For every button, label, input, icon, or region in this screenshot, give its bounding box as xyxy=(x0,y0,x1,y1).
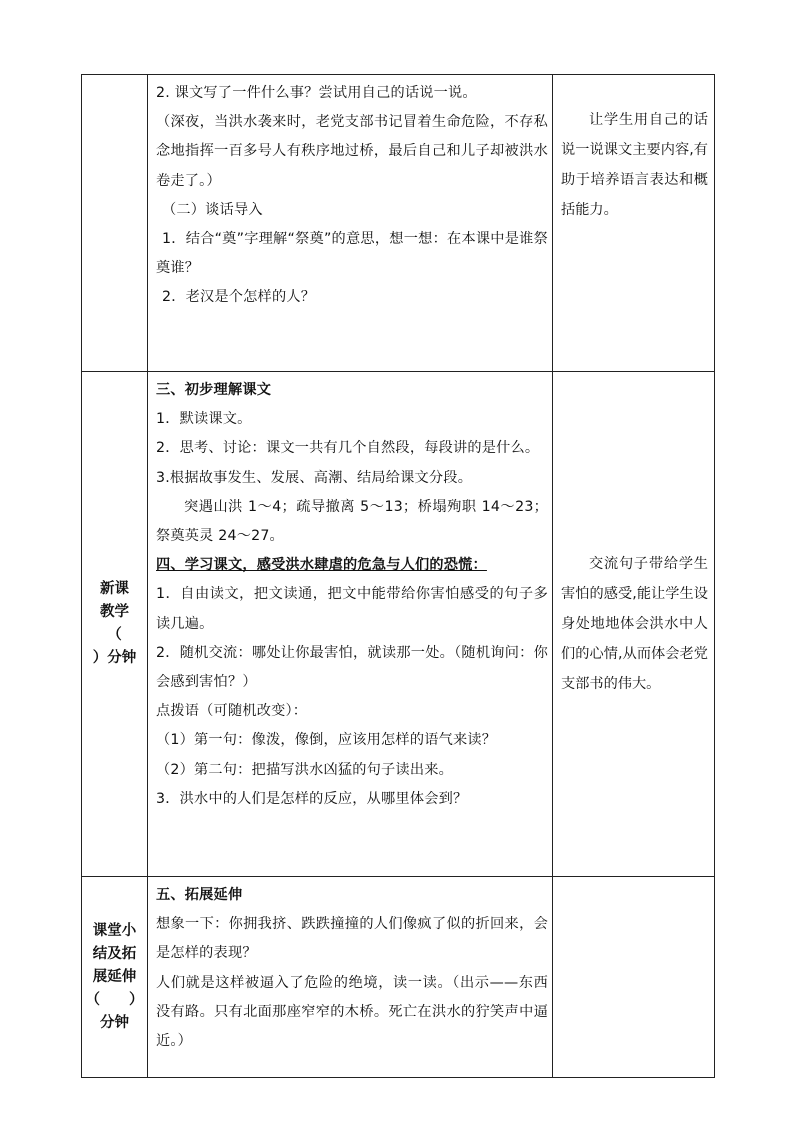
content-line: 想象一下：你拥我挤、跌跌撞撞的人们像疯了似的折回来，会是怎样的表现？ xyxy=(156,916,548,962)
content-line: （2）第二句：把描写洪水凶猛的句子读出来。 xyxy=(156,761,453,778)
stage-label-line: 分钟 xyxy=(100,1014,129,1031)
teaching-content-cell xyxy=(148,75,553,372)
design-intent-cell xyxy=(553,877,715,1078)
teaching-content-cell xyxy=(148,877,553,1078)
lesson-plan-table xyxy=(81,74,715,1078)
section-heading: 四、学习课文，感受洪水肆虐的危急与人们的恐慌： xyxy=(156,557,487,574)
content-line: 1．自由读文，把文读通，把文中能带给你害怕感受的句子多读几遍。 xyxy=(156,586,548,632)
content-line: （二）谈话导入 xyxy=(162,201,263,218)
content-line: 2．思考、讨论：课文一共有几个自然段，每段讲的是什么。 xyxy=(156,440,540,457)
content-line: 1．默读课文。 xyxy=(156,411,252,428)
teaching-content-cell xyxy=(148,372,553,877)
stage-label-cell xyxy=(82,75,148,372)
stage-label-line: 展延伸 xyxy=(92,968,137,985)
content-line: 2. 课文写了一件什么事？尝试用自己的话说一说。 xyxy=(156,85,477,101)
stage-label-line: 结及拓 xyxy=(92,945,137,962)
design-intent-text: 交流句子带给学生害怕的感受,能让学生设身处地地体会洪水中人们的心情,从而体会老党支部书的伟大。 xyxy=(561,556,708,692)
content-line: 3.根据故事发生、发展、高潮、结局给课文分段。 xyxy=(156,469,473,486)
content-line: 突遇山洪 1～4；疏导撤离 5～13；桥塌殉职 14～23；祭奠英灵 24～27。 xyxy=(156,498,548,545)
stage-label-line: 课堂小 xyxy=(92,922,137,939)
content-line: （深夜，当洪水袭来时，老党支部书记冒着生命危险，不存私念地指挥一百多号人有秩序地过桥，最后自己和儿子却被洪水卷走了。） xyxy=(156,114,548,189)
stage-label xyxy=(82,578,147,670)
content-line: 2．老汉是个怎样的人？ xyxy=(162,289,316,306)
stage-label-cell xyxy=(82,372,148,877)
table-row xyxy=(82,75,715,372)
section-heading: 五、拓展延伸 xyxy=(156,887,243,903)
design-intent-cell xyxy=(553,372,715,877)
stage-label-line: （ ） xyxy=(85,991,144,1008)
section-heading: 三、初步理解课文 xyxy=(156,382,272,398)
stage-label-line: ）分钟 xyxy=(92,650,137,666)
content-line: （1）第一句：像泼，像倒，应该用怎样的语气来读？ xyxy=(156,732,497,749)
design-intent-cell xyxy=(553,75,715,372)
content-line: 3．洪水中的人们是怎样的反应，从哪里体会到？ xyxy=(156,790,468,807)
stage-label xyxy=(82,920,147,1035)
stage-label-cell xyxy=(82,877,148,1078)
content-line: 2．随机交流：哪处让你最害怕，就读那一处。（随机询问：你会感到害怕？） xyxy=(156,644,548,691)
content-line: 人们就是这样被逼入了危险的绝境，读一读。（出示——东西没有路。只有北面那座窄窄的木桥。死亡在洪水的狞笑声中逼近。） xyxy=(156,974,548,1050)
content-line: 1．结合“奠”字理解“祭奠”的意思，想一想：在本课中是谁祭奠谁？ xyxy=(156,231,548,277)
stage-label-line: （ xyxy=(107,627,122,643)
design-intent-text: 让学生用自己的话说一说课文主要内容,有助于培养语言表达和概括能力。 xyxy=(561,112,708,218)
stage-label-line: 教学 xyxy=(100,604,129,620)
stage-label-line: 新课 xyxy=(100,581,129,597)
table-row xyxy=(82,372,715,877)
content-line: 点拨语（可随机改变）： xyxy=(156,703,308,720)
table-row xyxy=(82,877,715,1078)
